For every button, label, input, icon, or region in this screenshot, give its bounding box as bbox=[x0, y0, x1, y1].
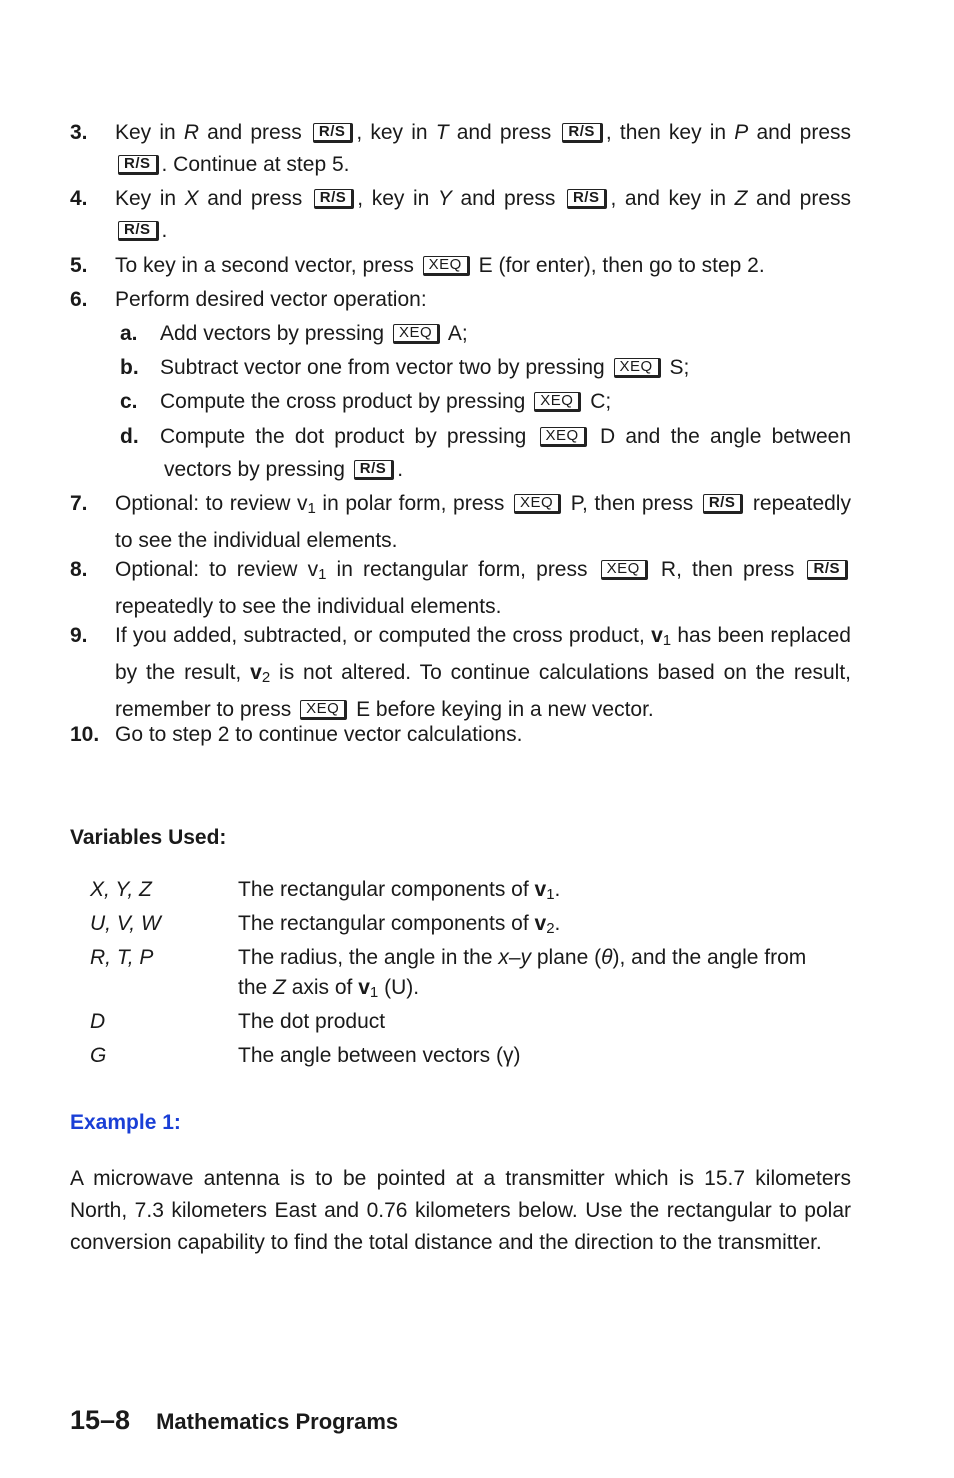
step-text: Optional: to review $v_1$ in rectangular form, press XEQ R, then press R/S repeatedly to see the individual elements. bbox=[115, 554, 851, 623]
variable-description: The angle between vectors (γ) bbox=[238, 1044, 521, 1067]
variable-description: The rectangular components of $v_1$. bbox=[238, 878, 561, 903]
substep-text: Subtract vector one from vector two by pressing XEQ S; bbox=[160, 356, 690, 379]
step-number: 6. bbox=[70, 288, 88, 311]
substep-letter: c. bbox=[120, 390, 138, 413]
step-5 bbox=[70, 250, 851, 282]
xeq-key: XEQ bbox=[614, 358, 661, 378]
step-text: If you added, subtracted, or computed the cross product, $v_1$ has been replaced by the result, $v_2$ is not altered. To continue calculations based on the result, remember to press XEQ E before keying in a new vector. bbox=[115, 624, 852, 721]
xeq-key: XEQ bbox=[601, 560, 648, 580]
rs-key: R/S bbox=[567, 189, 608, 209]
rs-key: R/S bbox=[354, 460, 395, 480]
step-text: Optional: to review $v_1$ in polar form, press XEQ P, then press R/S repeatedly to see the individual elements. bbox=[115, 492, 851, 552]
page-footer bbox=[70, 1405, 398, 1436]
variable-name: G bbox=[90, 1044, 107, 1067]
substep-b bbox=[120, 351, 851, 385]
rs-key: R/S bbox=[562, 123, 603, 143]
step-9 bbox=[70, 620, 851, 726]
substep-letter: d. bbox=[120, 425, 139, 448]
variable-row bbox=[90, 1007, 850, 1037]
variable-description: The dot product bbox=[238, 1010, 386, 1033]
step-number: 4. bbox=[70, 187, 88, 210]
step-text: Key in X and press R/S , key in Y and press R/S , and key in Z and press R/S . bbox=[115, 187, 852, 242]
variable-name: X, Y, Z bbox=[90, 878, 152, 901]
variable-name: D bbox=[90, 1010, 106, 1033]
rs-key: R/S bbox=[118, 221, 159, 241]
step-3 bbox=[70, 117, 851, 181]
substep-a bbox=[120, 317, 851, 351]
step-text: Perform desired vector operation: bbox=[115, 288, 427, 311]
rs-key: R/S bbox=[314, 189, 355, 209]
step-number: 3. bbox=[70, 121, 88, 144]
xeq-key: XEQ bbox=[300, 700, 347, 720]
xeq-key: XEQ bbox=[393, 324, 440, 344]
step-10 bbox=[70, 719, 851, 751]
variable-row bbox=[90, 875, 850, 910]
substep-letter: a. bbox=[120, 322, 138, 345]
xeq-key: XEQ bbox=[540, 427, 587, 447]
substep-d: d. Compute the dot product by pressing XEQ D and the angle between vectors by pressing R/S . bbox=[120, 420, 851, 486]
xeq-key: XEQ bbox=[514, 494, 561, 514]
step-number: 10. bbox=[70, 723, 100, 746]
variable-row bbox=[90, 909, 850, 944]
step-text: Key in R and press R/S , key in T and press R/S , then key in P and press R/S . Continue at step 5. bbox=[115, 121, 851, 176]
variables-heading: Variables Used: bbox=[70, 826, 227, 849]
step-8 bbox=[70, 554, 851, 623]
xeq-key: XEQ bbox=[534, 392, 581, 412]
rs-key: R/S bbox=[807, 560, 848, 580]
variable-row bbox=[90, 943, 850, 1008]
step-number: 7. bbox=[70, 492, 88, 515]
page-number: 15–8 bbox=[70, 1405, 131, 1435]
substep-letter: b. bbox=[120, 356, 139, 379]
example-heading: Example 1: bbox=[70, 1111, 181, 1134]
variable-description: The radius, the angle in the x–y plane (θ), and the angle from the Z axis of $v_1$ (U). bbox=[238, 946, 807, 1001]
step-text: To key in a second vector, press XEQ E (for enter), then go to step 2. bbox=[115, 254, 765, 277]
step-6 bbox=[70, 284, 851, 316]
substep-c bbox=[120, 385, 851, 419]
variable-name: R, T, P bbox=[90, 946, 154, 969]
step-7 bbox=[70, 488, 851, 557]
rs-key: R/S bbox=[703, 494, 744, 514]
variable-name: U, V, W bbox=[90, 912, 161, 935]
example-paragraph: A microwave antenna is to be pointed at a transmitter which is 15.7 kilometers North, 7.3 kilometers East and 0.76 kilometers below. Use the rectangular to polar conversion capability to find the total distance and the direction to the transmitter. bbox=[70, 1167, 851, 1254]
substep-text: Compute the dot product by pressing XEQ D and the angle between bbox=[160, 425, 851, 448]
substep-text: Add vectors by pressing XEQ A; bbox=[160, 322, 468, 345]
step-4 bbox=[70, 183, 851, 247]
step-number: 9. bbox=[70, 624, 88, 647]
step-number: 8. bbox=[70, 558, 88, 581]
step-text: Go to step 2 to continue vector calculations. bbox=[115, 723, 523, 746]
variable-description: The rectangular components of $v_2$. bbox=[238, 912, 561, 937]
step-number: 5. bbox=[70, 254, 88, 277]
rs-key: R/S bbox=[313, 123, 354, 143]
substep-text: Compute the cross product by pressing XEQ C; bbox=[160, 390, 612, 413]
rs-key: R/S bbox=[118, 155, 159, 175]
section-title: Mathematics Programs bbox=[156, 1409, 399, 1434]
xeq-key: XEQ bbox=[423, 256, 470, 276]
variable-row bbox=[90, 1041, 850, 1071]
